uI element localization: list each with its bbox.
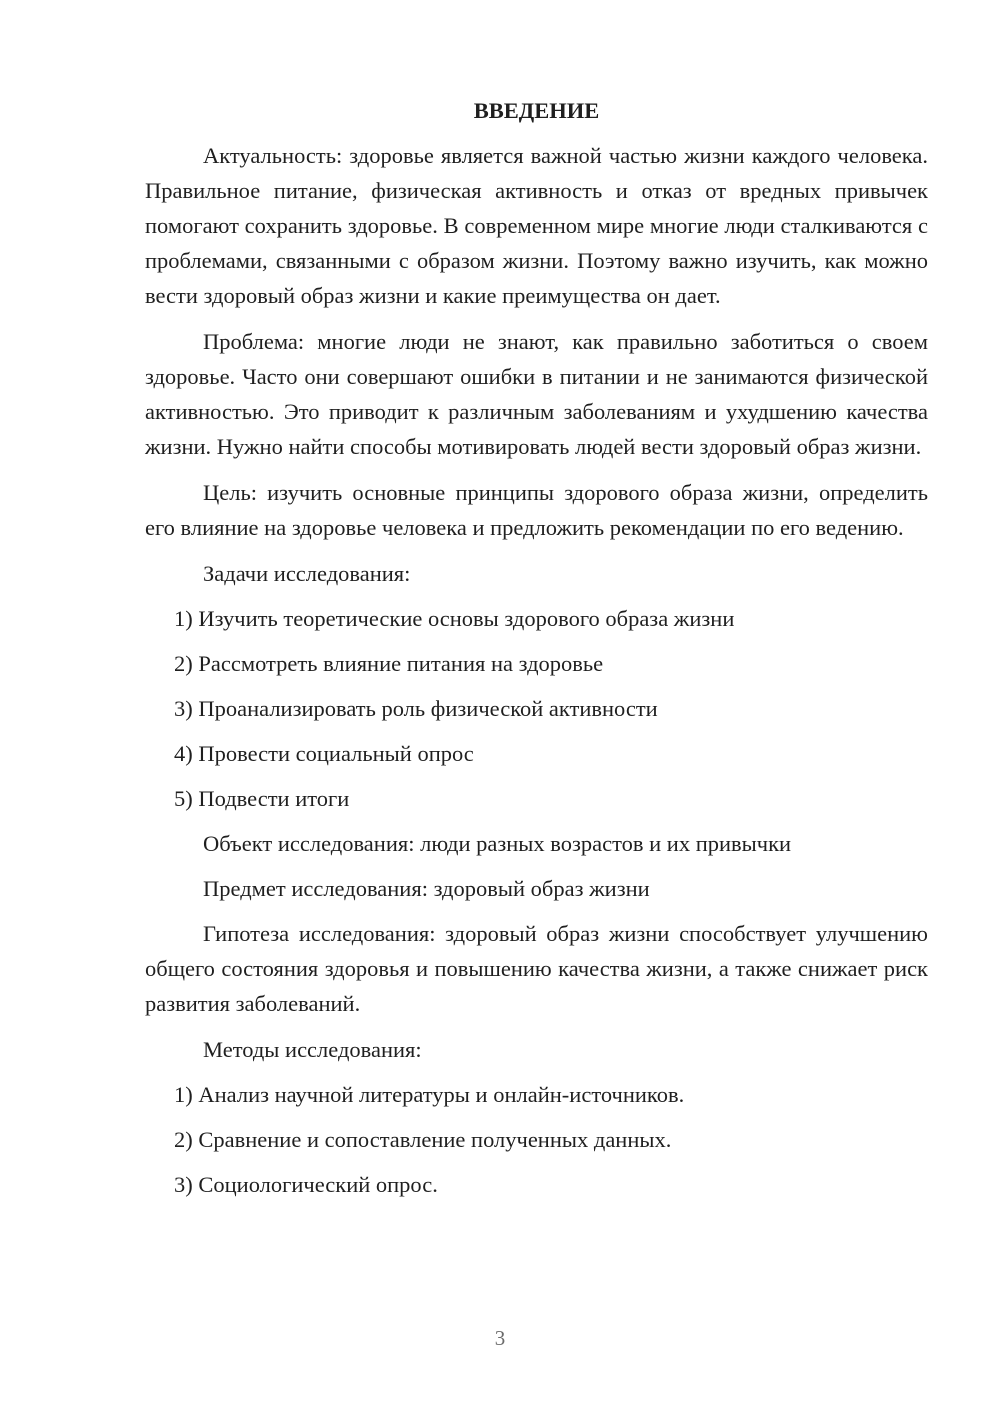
relevance-paragraph: Актуальность: здоровье является важной частью жизни каждого человека. Правильное питание, физическая активность и отказ от вредных привычек помогают сохранить здоровье. В современном мире многие люди сталкиваются с проблемами, связанными с образом жизни. Поэтому важно изучить, как можно вести здоровый образ жизни и какие преимущества он дает. (145, 143, 928, 308)
hypothesis-paragraph: Гипотеза исследования: здоровый образ жизни способствует улучшению общего состояния здоровья и повышению качества жизни, а также снижает риск развития заболеваний. (145, 921, 928, 1016)
page-number: 3 (494, 1326, 506, 1350)
problem-paragraph: Проблема: многие люди не знают, как правильно заботиться о своем здоровье. Часто они совершают ошибки в питании и не занимаются физической активностью. Это приводит к различным заболеваниям и ухудшению качества жизни. Нужно найти способы мотивировать людей вести здоровый образ жизни. (145, 329, 928, 459)
goal-paragraph: Цель: изучить основные принципы здорового образа жизни, определить его влияние на здоровье человека и предложить рекомендации по его ведению. (145, 480, 928, 540)
subject-paragraph: Предмет исследования: здоровый образ жизни (203, 876, 650, 901)
document-page (145, 93, 928, 1212)
method-item: 1) Анализ научной литературы и онлайн-источников. (174, 1082, 685, 1107)
task-item: 2) Рассмотреть влияние питания на здоровье (174, 651, 604, 676)
page-title: ВВЕДЕНИЕ (473, 98, 600, 123)
task-item: 3) Проанализировать роль физической активности (174, 696, 658, 721)
method-item: 2) Сравнение и сопоставление полученных данных. (174, 1127, 672, 1152)
method-item: 3) Социологический опрос. (174, 1172, 438, 1197)
tasks-heading: Задачи исследования: (203, 561, 411, 586)
task-item: 4) Провести социальный опрос (174, 741, 474, 766)
task-item: 5) Подвести итоги (174, 786, 350, 811)
task-item: 1) Изучить теоретические основы здорового образа жизни (174, 606, 735, 631)
object-paragraph: Объект исследования: люди разных возрастов и их привычки (203, 831, 792, 856)
methods-heading: Методы исследования: (203, 1037, 422, 1062)
